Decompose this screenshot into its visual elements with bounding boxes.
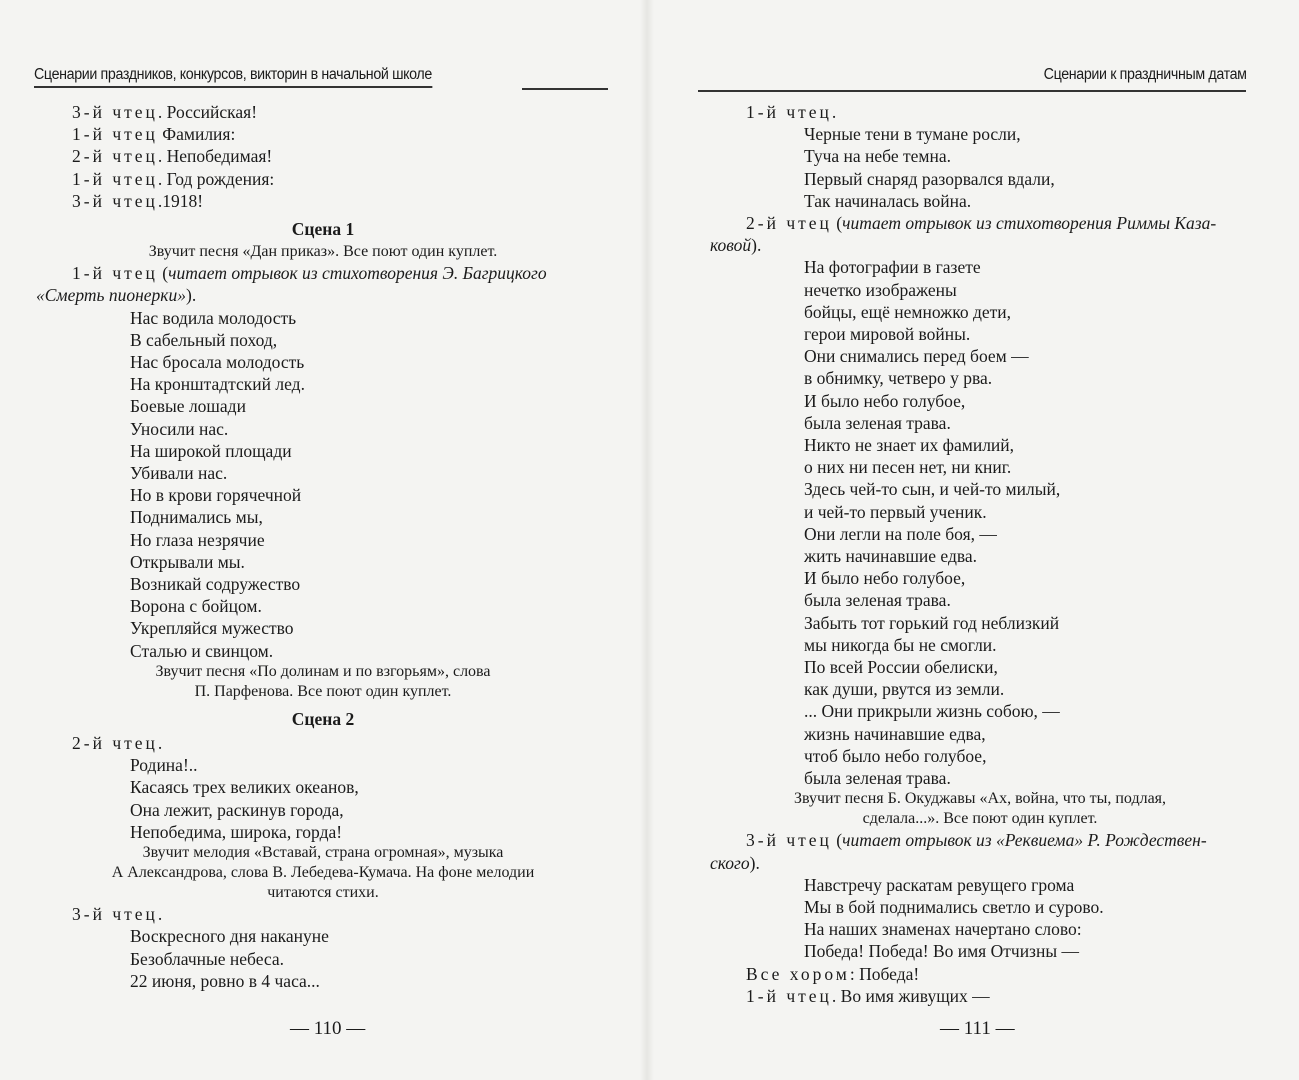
poem-line [710,345,1250,367]
speaker-name: 3-й чтец [72,102,158,122]
speaker-line [36,903,610,925]
scene-heading [36,218,610,240]
poem-line [36,418,610,440]
stage-direction [710,789,1250,809]
poem-line [710,723,1250,745]
speaker-name: Все хором [746,963,850,984]
speaker-line [36,101,610,123]
line-text: Но глаза незрячие [130,529,265,550]
line-text: Возникай содружество [130,574,301,595]
italic-remark: «Смерть пионерки» [36,285,186,306]
poem-line [710,896,1250,918]
poem-line [710,301,1250,323]
speaker-name: 3-й чтец [746,830,832,851]
line-text: Нас бросала молодость [130,352,305,373]
stage-direction [36,883,610,903]
line-text: Звучит песня Б. Окуджавы «Ах, война, что ты, подлая, [793,790,1167,808]
page-number: — 111 — [940,1018,1015,1039]
poem-line [36,462,610,484]
line-text: . Непобедимая! [157,146,273,167]
poem-line [710,634,1250,656]
line-text: Мы в бой поднимались светло и сурово. [804,896,1104,917]
line-text: ( [157,263,169,284]
poem-line [36,529,610,551]
poem-line [36,329,610,351]
poem-line [710,434,1250,456]
line-text: чтоб было небо голубое, [804,745,987,766]
poem-line [36,925,610,947]
left-page [0,0,640,1080]
header-rule [522,88,608,90]
poem-line [710,279,1250,301]
line-text: Касаясь трех великих океанов, [130,777,359,798]
speaker-name: 1-й чтец [72,124,158,145]
line-text: Но в крови горячечной [130,485,302,506]
line-text: Поднимались мы, [130,507,263,528]
poem-line [36,307,610,329]
line-text: . [157,733,163,754]
line-text: была зеленая трава. [804,412,951,433]
speaker-line [36,123,610,145]
line-text: . Год рождения: [157,168,275,189]
speaker-line [710,829,1250,851]
line-text: Они снимались перед боем — [804,346,1029,367]
speaker-line [36,732,610,754]
poem-line [710,478,1250,500]
poem-line [710,612,1250,634]
stage-direction [36,662,610,682]
speaker-line [36,168,610,190]
line-text: Никто не знает их фамилий, [804,435,1015,456]
poem-line [710,367,1250,389]
line-text: была зеленая трава. [804,768,951,789]
poem-line [710,589,1250,611]
speaker-line [710,985,1250,1007]
speaker-line [710,101,1250,123]
italic-remark: читает отрывок из «Реквиема» Р. Рождествен- [842,830,1207,851]
line-text: ... Они прикрыли жизнь собою, — [804,701,1060,722]
line-text: Боевые лошади [130,396,246,417]
poem-line [710,700,1250,722]
poem-line [710,501,1250,523]
poem-line [36,799,610,821]
line-text: . [157,904,163,925]
poem-line [36,595,610,617]
poem-line [710,145,1250,167]
line-text: Сцена 2 [291,708,355,729]
line-text: А Александрова, слова В. Лебедева-Кумача. На фоне мелодии [111,864,535,882]
stage-direction [36,242,610,262]
poem-line [36,351,610,373]
line-text: И было небо голубое, [804,390,966,411]
speaker-line [36,190,610,212]
poem-line [36,970,610,992]
line-text: По всей России обелиски, [804,657,998,678]
line-text: Нас водила молодость [130,307,297,328]
line-text: Навстречу раскатам ревущего грома [804,874,1075,895]
page-number: — 110 — [290,1018,366,1039]
line-text: читаются стихи. [267,884,379,902]
line-text: Так начиналась война. [804,190,972,211]
poem-line [36,573,610,595]
line-text: .1918! [157,190,204,211]
poem-line [710,390,1250,412]
line-text: ( [831,213,843,234]
speaker-name: 1-й чтец [72,263,158,284]
italic-remark: читает отрывок из стихотворения Риммы Каза- [842,213,1217,234]
poem-line [36,754,610,776]
line-text: Уносили нас. [130,418,229,439]
line-text: . Во имя живущих — [831,985,990,1006]
poem-line [710,523,1250,545]
line-text: ). [186,285,197,306]
stage-direction [710,809,1250,829]
line-text: Убивали нас. [130,463,228,484]
line-text: Здесь чей-то сын, и чей-то милый, [804,479,1061,500]
poem-line [710,567,1250,589]
speaker-line [710,212,1250,234]
line-text: сделала...». Все поют один куплет. [862,810,1098,828]
line-text: была зеленая трава. [804,590,951,611]
poem-line [710,918,1250,940]
poem-line [36,440,610,462]
poem-line [710,678,1250,700]
line-text: и чей-то первый ученик. [804,501,987,522]
line-text: мы никогда бы не смогли. [804,634,997,655]
line-text: Черные тени в тумане росли, [804,124,1021,145]
speaker-line [710,852,1250,874]
line-text: бойцы, ещё немножко дети, [804,301,1012,322]
poem-line [36,821,610,843]
line-text: нечетко изображены [804,279,957,300]
speaker-line [36,262,610,284]
italic-remark: ского [710,852,750,873]
stage-direction [36,843,610,863]
line-text: Забыть тот горький год неблизкий [804,612,1060,633]
poem-line [710,545,1250,567]
line-text: В сабельный поход, [130,329,278,350]
poem-line [710,412,1250,434]
poem-line [36,948,610,970]
poem-line [710,767,1250,789]
poem-line [710,745,1250,767]
stage-direction [36,863,610,883]
poem-line [36,776,610,798]
line-text: Ворона с бойцом. [130,596,262,617]
poem-line [710,123,1250,145]
poem-line [36,617,610,639]
poem-line [36,506,610,528]
italic-remark: ковой [710,235,752,256]
line-text: Она лежит, раскинув города, [130,799,344,820]
line-text: . [831,102,837,122]
line-text: И было небо голубое, [804,568,966,589]
line-text: : Победа! [849,963,920,984]
speaker-line [36,284,610,306]
right-page [650,0,1299,1080]
line-text: П. Парфенова. Все поют один куплет. [194,682,452,700]
line-text: Звучит песня «Дан приказ». Все поют один куплет. [148,243,498,261]
poem-line [710,190,1250,212]
poem-line [36,395,610,417]
line-text: Первый снаряд разорвался вдали, [804,168,1055,189]
line-text: Фамилия: [157,124,236,145]
line-text: ). [749,852,760,873]
poem-line [710,940,1250,962]
page-body [36,101,610,992]
speaker-name: 2-й чтец [72,146,158,167]
line-text: Укрепляйся мужество [130,618,294,639]
speaker-line [710,963,1250,985]
line-text: 22 июня, ровно в 4 часа... [130,970,320,991]
line-text: Сцена 1 [291,219,355,240]
speaker-name: 3-й чтец [72,904,158,925]
line-text: о них ни песен нет, ни книг. [804,457,1012,478]
running-header: Сценарии к праздничным датам [1044,66,1247,83]
line-text: На наших знаменах начертано слово: [804,919,1082,940]
poem-line [36,373,610,395]
page-body [710,101,1250,1007]
line-text: в обнимку, четверо у рва. [804,368,993,389]
line-text: На широкой площади [130,440,292,461]
poem-line [710,256,1250,278]
speaker-name: 1-й чтец [72,168,158,189]
line-text: Они легли на поле боя, — [804,523,997,544]
speaker-name: 1-й чтец [746,985,832,1006]
line-text: Звучит песня «По долинам и по взгорьям», слова [155,662,491,680]
poem-line [36,640,610,662]
speaker-line [36,145,610,167]
header-rule [698,90,1246,92]
poem-line [36,551,610,573]
poem-line [710,168,1250,190]
line-text: . Российская! [157,102,258,122]
line-text: Родина!.. [130,755,198,776]
line-text: Открывали мы. [130,551,245,572]
line-text: Непобедима, широка, горда! [130,821,343,842]
speaker-line [710,234,1250,256]
line-text: как души, рвутся из земли. [804,679,1005,700]
poem-line [710,656,1250,678]
poem-line [710,456,1250,478]
line-text: ( [831,830,843,851]
line-text: Победа! Победа! Во имя Отчизны — [804,941,1079,962]
poem-line [710,874,1250,896]
scene-heading [36,708,610,730]
line-text: На кронштадтский лед. [130,374,305,395]
line-text: Туча на небе темна. [804,146,951,167]
line-text: ). [751,235,762,256]
line-text: Воскресного дня накануне [130,926,329,947]
speaker-name: 3-й чтец [72,190,158,211]
stage-direction [36,682,610,702]
speaker-name: 2-й чтец [746,213,832,234]
line-text: Сталью и свинцом. [130,640,274,661]
line-text: На фотографии в газете [804,257,981,278]
poem-line [710,323,1250,345]
line-text: герои мировой войны. [804,324,971,345]
italic-remark: читает отрывок из стихотворения Э. Багрицкого [168,263,547,284]
line-text: Безоблачные небеса. [130,948,285,969]
speaker-name: 1-й чтец [746,102,832,122]
speaker-name: 2-й чтец [72,733,158,754]
line-text: Звучит мелодия «Вставай, страна огромная», музыка [142,844,504,862]
poem-line [36,484,610,506]
line-text: жить начинавшие едва. [804,546,978,567]
running-header: Сценарии праздников, конкурсов, викторин в начальной школе [34,66,432,88]
line-text: жизнь начинавшие едва, [804,723,986,744]
